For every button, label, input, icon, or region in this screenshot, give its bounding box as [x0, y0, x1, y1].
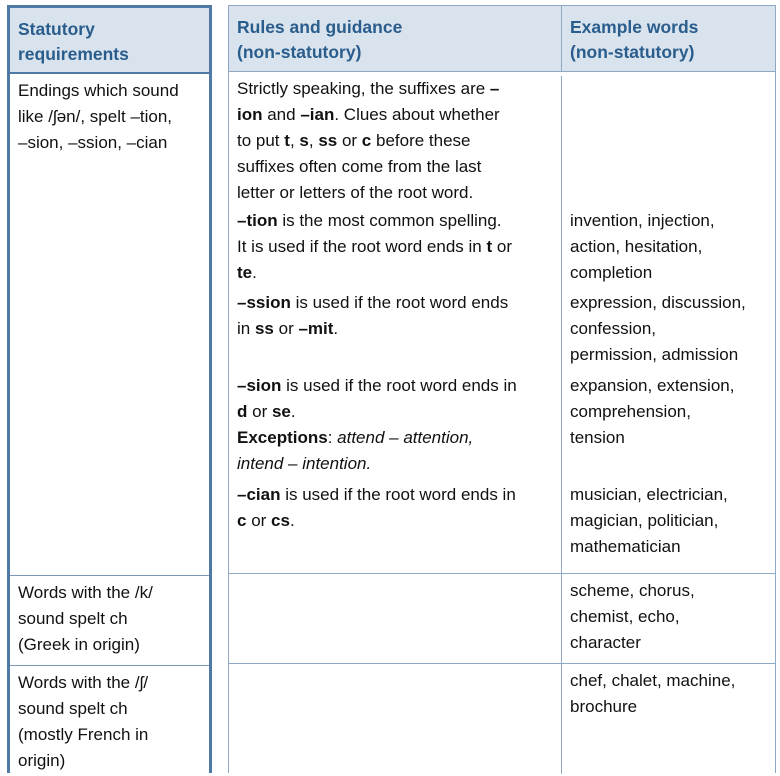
text: .	[289, 511, 295, 530]
guidance-cian	[229, 482, 775, 574]
statutory-row-tion	[10, 74, 209, 576]
text: ss	[318, 131, 338, 150]
rules-header	[229, 6, 562, 71]
example-words: chef, chalet, machine,	[570, 671, 736, 690]
guidance-header	[229, 6, 775, 72]
example-words: expansion, extension,	[570, 376, 735, 395]
text: –cian	[237, 485, 281, 504]
statutory-header-line1: Statutory	[18, 19, 95, 39]
guidance-row-k-ch	[229, 574, 775, 664]
guidance-intro	[229, 76, 775, 208]
text: ion	[237, 105, 263, 124]
text: attend – attention,	[337, 428, 474, 447]
statutory-text: Words with the /ʃ/	[18, 673, 149, 692]
text: or	[247, 402, 272, 421]
text: or	[337, 131, 362, 150]
k-ch-examples	[562, 574, 775, 663]
examples-header	[562, 6, 775, 71]
text: suffixes often come from the last	[237, 157, 482, 176]
tion-examples	[562, 208, 775, 290]
exceptions-label: Exceptions	[237, 428, 328, 447]
intro-text	[229, 76, 562, 208]
statutory-text: (mostly French in	[18, 725, 149, 744]
example-words: invention, injection,	[570, 211, 715, 230]
example-words: permission, admission	[570, 345, 739, 364]
cian-examples	[562, 482, 775, 574]
guidance-row-tion	[229, 72, 775, 574]
statutory-text: Words with the /k/	[18, 583, 153, 602]
text: ,	[308, 131, 319, 150]
text: or	[492, 237, 512, 256]
example-words: scheme, chorus,	[570, 581, 695, 600]
text: letter or letters of the root word.	[237, 183, 474, 202]
rules-header-line1: Rules and guidance	[237, 17, 403, 37]
statutory-text: –sion, –ssion, –cian	[18, 133, 168, 152]
text: –ian	[300, 105, 335, 124]
text: :	[327, 428, 338, 447]
sion-examples	[562, 373, 775, 482]
statutory-header	[10, 8, 209, 74]
example-words: mathematician	[570, 537, 681, 556]
text: t	[284, 131, 290, 150]
text: .	[290, 402, 296, 421]
examples-header-line2: (non-statutory)	[570, 42, 695, 62]
guidance-table	[228, 5, 776, 773]
text: d	[237, 402, 248, 421]
tion-text	[229, 208, 562, 290]
statutory-text: Endings which sound	[18, 81, 179, 100]
text: It is used if the root word ends in	[237, 237, 487, 256]
text: c	[361, 131, 372, 150]
text: is used if the root word ends	[290, 293, 509, 312]
statutory-text: like /ʃən/, spelt –tion,	[18, 107, 173, 126]
example-words: expression, discussion,	[570, 293, 746, 312]
statutory-text: sound spelt ch	[18, 699, 128, 718]
example-words: completion	[570, 263, 653, 282]
text: cs	[271, 511, 290, 530]
example-words: musician, electrician,	[570, 485, 728, 504]
text: se	[271, 402, 291, 421]
statutory-row-k-ch	[10, 576, 209, 666]
statutory-text: sound spelt ch	[18, 609, 128, 628]
text: s	[299, 131, 309, 150]
guidance-row-sh-ch	[229, 664, 775, 774]
text: ss	[254, 319, 274, 338]
example-words: chemist, echo,	[570, 607, 680, 626]
text: intend – intention.	[237, 454, 372, 473]
statutory-text: (Greek in origin)	[18, 635, 140, 654]
text: or	[273, 319, 299, 338]
example-words: action, hesitation,	[570, 237, 703, 256]
text: –sion	[237, 376, 282, 395]
text: c	[237, 511, 247, 530]
text: in	[237, 319, 255, 338]
text: is used if the root word ends in	[281, 376, 517, 395]
example-words: comprehension,	[570, 402, 691, 421]
guidance-sion	[229, 373, 775, 482]
text: or	[246, 511, 272, 530]
intro-examples	[562, 76, 775, 208]
text: ,	[289, 131, 300, 150]
text: . Clues about whether	[334, 105, 500, 124]
examples-header-line1: Example words	[570, 17, 699, 37]
text: before these	[371, 131, 471, 150]
sh-ch-rules	[229, 664, 562, 774]
ssion-examples	[562, 290, 775, 373]
text: t	[486, 237, 493, 256]
guidance-tion	[229, 208, 775, 290]
text: .	[333, 319, 339, 338]
text: –mit	[298, 319, 334, 338]
text: is the most common spelling.	[277, 211, 502, 230]
text: –ssion	[237, 293, 291, 312]
k-ch-rules	[229, 574, 562, 663]
text: is used if the root word ends in	[280, 485, 516, 504]
example-words: character	[570, 633, 641, 652]
rules-header-line2: (non-statutory)	[237, 42, 362, 62]
cian-text	[229, 482, 562, 574]
text: –tion	[237, 211, 278, 230]
sion-text	[229, 373, 562, 482]
statutory-table	[7, 5, 212, 773]
ssion-text	[229, 290, 562, 373]
statutory-header-line2: requirements	[18, 44, 129, 64]
text: .	[252, 263, 257, 282]
statutory-row-sh-ch	[10, 666, 209, 776]
statutory-text: origin)	[18, 751, 66, 770]
guidance-ssion	[229, 290, 775, 373]
text: to put	[237, 131, 285, 150]
text: –	[489, 79, 500, 98]
text: and	[262, 105, 301, 124]
example-words: confession,	[570, 319, 656, 338]
text: Strictly speaking, the suffixes are	[237, 79, 490, 98]
text: te	[237, 263, 253, 282]
sh-ch-examples	[562, 664, 775, 774]
example-words: tension	[570, 428, 625, 447]
example-words: brochure	[570, 697, 638, 716]
example-words: magician, politician,	[570, 511, 719, 530]
